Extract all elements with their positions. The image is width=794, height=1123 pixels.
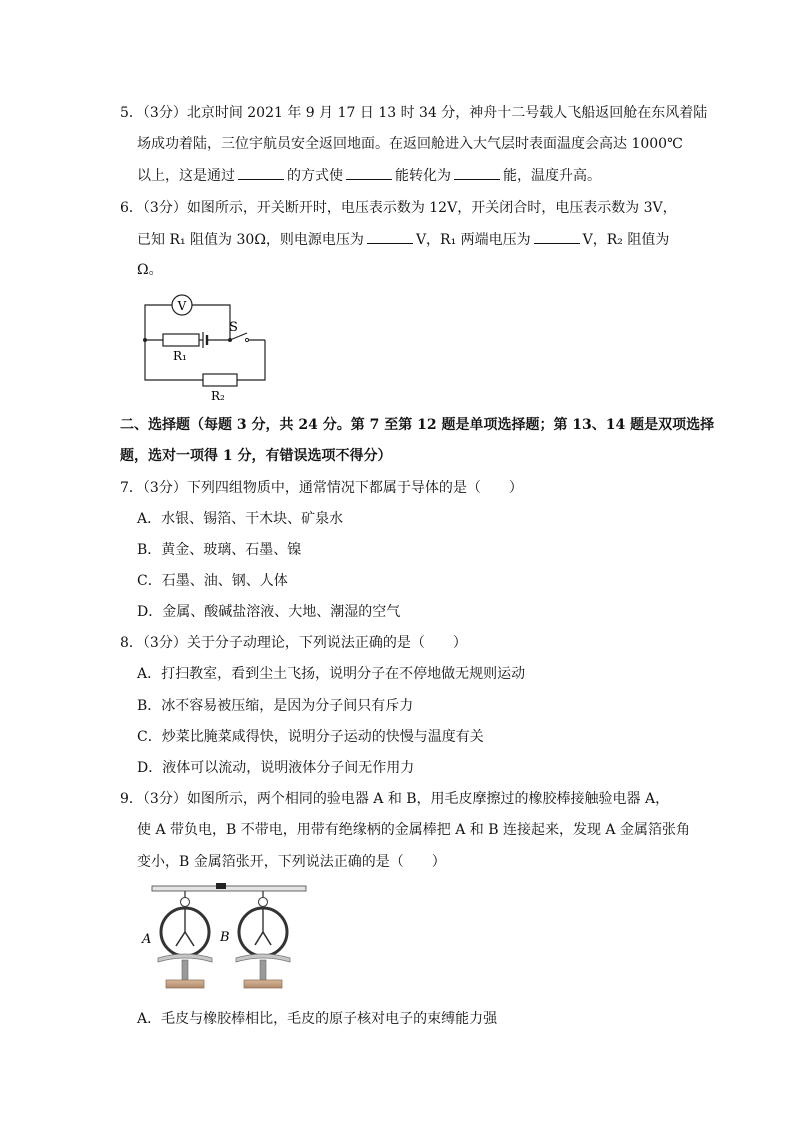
q5-line-1: 5．（3分）北京时间 2021 年 9 月 17 日 13 时 34 分，神舟十二号载人飞船返回舱在东风着陆 xyxy=(120,105,708,121)
q6-blank-2 xyxy=(534,230,580,244)
q8-option-c: C．炒菜比腌菜咸得快，说明分子运动的快慢与温度有关 xyxy=(137,729,484,745)
section-2-heading-line-1: 二、选择题（每题 3 分，共 24 分。第 7 至第 12 题是单项选择题；第 13、14 题是双项选择 xyxy=(120,417,715,433)
q6-line-1: 6．（3分）如图所示，开关断开时，电压表示数为 12V，开关闭合时，电压表示数为 3V， xyxy=(120,200,677,216)
electroscope-a xyxy=(158,891,212,988)
q5-text-d: 能，温度升高。 xyxy=(503,168,601,184)
q8-stem: 8．（3分）关于分子动理论，下列说法正确的是（ ） xyxy=(120,635,467,651)
q5-text-c: 能转化为 xyxy=(395,168,451,184)
q6-text-c: V，R₂ 阻值为 xyxy=(582,232,670,248)
q6-text-a: 已知 R₁ 阻值为 30Ω，则电源电压为 xyxy=(137,232,364,248)
voltmeter-label: V xyxy=(177,299,187,313)
q7-stem: 7．（3分）下列四组物质中，通常情况下都属于导体的是（ ） xyxy=(120,480,523,496)
r1-resistor xyxy=(163,334,199,346)
q5-line-2: 场成功着陆，三位宇航员安全返回地面。在返回舱进入大气层时表面温度会高达 1000℃ xyxy=(137,136,683,152)
q6-blank-1 xyxy=(367,230,413,244)
q7-option-d: D．金属、酸碱盐溶液、大地、潮湿的空气 xyxy=(137,604,401,620)
q7-option-b: B．黄金、玻璃、石墨、镍 xyxy=(137,542,302,558)
r2-resistor xyxy=(203,374,237,386)
q9-line-2: 使 A 带负电，B 不带电，用带有绝缘柄的金属棒把 A 和 B 连接起来，发现 A 金属箔张角 xyxy=(137,822,690,838)
switch-label: S xyxy=(229,320,238,335)
label-b: B xyxy=(220,930,230,945)
voltmeter-wire-left xyxy=(145,305,172,340)
voltmeter-wire-right xyxy=(192,305,230,340)
metal-rod xyxy=(152,886,306,891)
junction-left xyxy=(143,338,147,342)
q9-electroscope-diagram xyxy=(138,880,318,998)
q5-blank-3 xyxy=(454,166,500,180)
label-a: A xyxy=(142,932,152,947)
q5-blank-1 xyxy=(238,166,284,180)
q7-option-c: C．石墨、油、钢、人体 xyxy=(137,573,288,589)
q9-option-a: A．毛皮与橡胶棒相比，毛皮的原子核对电子的束缚能力强 xyxy=(137,1011,498,1027)
q5-line-3 xyxy=(137,166,601,185)
q8-option-a: A．打扫教室，看到尘土飞扬，说明分子在不停地做无规则运动 xyxy=(137,666,526,682)
r1-label: R₁ xyxy=(173,349,187,363)
section-2-heading-line-2: 题，选对一项得 1 分，有错误选项不得分） xyxy=(120,448,392,464)
q6-circuit-diagram xyxy=(135,290,275,402)
q9-line-1: 9．（3分）如图所示，两个相同的验电器 A 和 B，用毛皮摩擦过的橡胶棒接触验电器 A， xyxy=(120,791,670,807)
insulating-handle xyxy=(216,883,226,889)
q6-text-b: V，R₁ 两端电压为 xyxy=(415,232,531,248)
q6-line-3: Ω。 xyxy=(137,262,163,278)
q8-option-b: B．冰不容易被压缩，是因为分子间只有斥力 xyxy=(137,698,414,714)
electroscope-b xyxy=(236,891,290,988)
q9-line-3: 变小，B 金属箔张开，下列说法正确的是（ ） xyxy=(137,854,446,870)
q5-blank-2 xyxy=(346,166,392,180)
q5-text-a: 以上，这是通过 xyxy=(137,168,235,184)
q6-line-2 xyxy=(137,230,669,249)
q5-text-b: 的方式使 xyxy=(287,168,343,184)
switch-contact xyxy=(245,338,248,341)
r2-label: R₂ xyxy=(211,389,225,402)
q7-option-a: A．水银、锡箔、干木块、矿泉水 xyxy=(137,511,344,527)
q8-option-d: D．液体可以流动，说明液体分子间无作用力 xyxy=(137,760,415,776)
junction-right xyxy=(228,338,232,342)
